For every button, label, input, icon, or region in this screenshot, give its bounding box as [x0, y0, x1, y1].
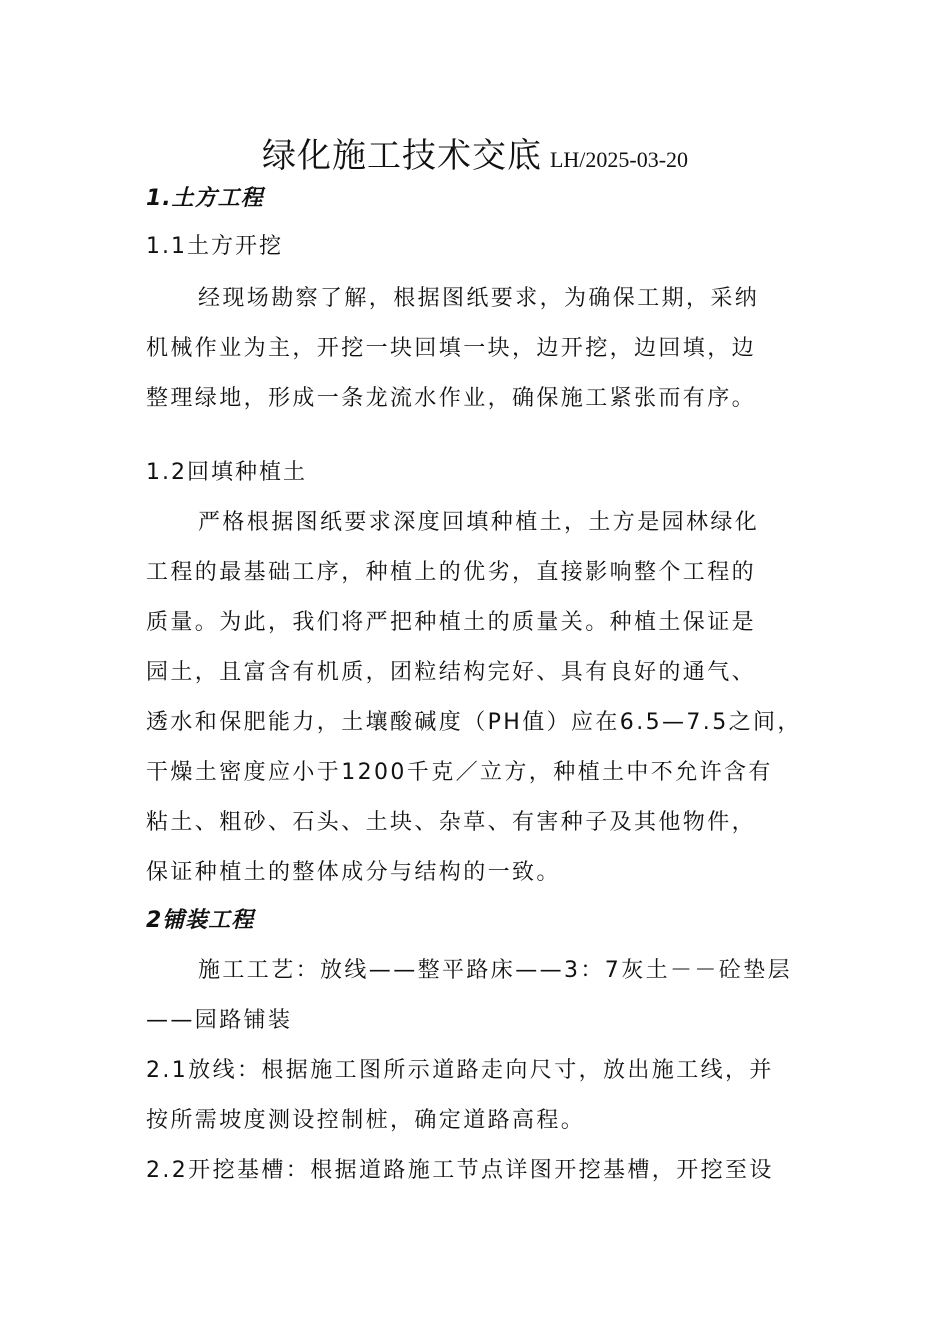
paragraph-line: 质量。为此，我们将严把种植土的质量关。种植土保证是 [146, 610, 757, 635]
paragraph-excavation [146, 274, 826, 424]
document-code: LH/2025-03-20 [549, 147, 689, 172]
paragraph-line: 干燥土密度应小于1200千克／立方，种植土中不允许含有 [146, 760, 773, 785]
paragraph-trench-excavation [146, 1146, 826, 1196]
paragraph-line: 保证种植土的整体成分与结构的一致。 [146, 860, 561, 885]
paragraph-line: ——园路铺装 [146, 1008, 293, 1033]
section-heading-paving: 2铺装工程 [146, 908, 255, 933]
paragraph-line: 2.2开挖基槽：根据道路施工节点详图开挖基槽，开挖至设 [146, 1158, 774, 1183]
paragraph-line: 按所需坡度测设控制桩，确定道路高程。 [146, 1108, 586, 1133]
paragraph-backfill [146, 498, 826, 898]
paragraph-line: 园土，且富含有机质，团粒结构完好、具有良好的通气、 [146, 660, 757, 685]
paragraph-line: 透水和保肥能力，土壤酸碱度（PH值）应在6.5—7.5之间， [146, 710, 802, 735]
paragraph-line: 整理绿地，形成一条龙流水作业，确保施工紧张而有序。 [146, 386, 757, 411]
paragraph-setting-out [146, 1046, 826, 1146]
section-heading-earthwork: 1.土方工程 [146, 186, 264, 211]
paragraph-line: 2.1放线：根据施工图所示道路走向尺寸，放出施工线，并 [146, 1058, 774, 1083]
paragraph-line: 工程的最基础工序，种植上的优劣，直接影响整个工程的 [146, 560, 757, 585]
document-title: 绿化施工技术交底 [261, 136, 542, 176]
paragraph-process [146, 946, 826, 1046]
paragraph-line: 机械作业为主，开挖一块回填一块，边开挖，边回填，边 [146, 336, 757, 361]
paragraph-line: 粘土、粗砂、石头、土块、杂草、有害种子及其他物件， [146, 810, 757, 835]
subsection-heading-excavation: 1.1土方开挖 [146, 234, 283, 259]
subsection-heading-backfill: 1.2回填种植土 [146, 460, 307, 485]
paragraph-line: 施工工艺：放线——整平路床——3：7灰土－－砼垫层 [198, 958, 792, 983]
paragraph-line: 严格根据图纸要求深度回填种植土，土方是园林绿化 [198, 510, 760, 535]
paragraph-line: 经现场勘察了解，根据图纸要求，为确保工期，采纳 [198, 286, 760, 311]
document-title-row [0, 128, 950, 177]
